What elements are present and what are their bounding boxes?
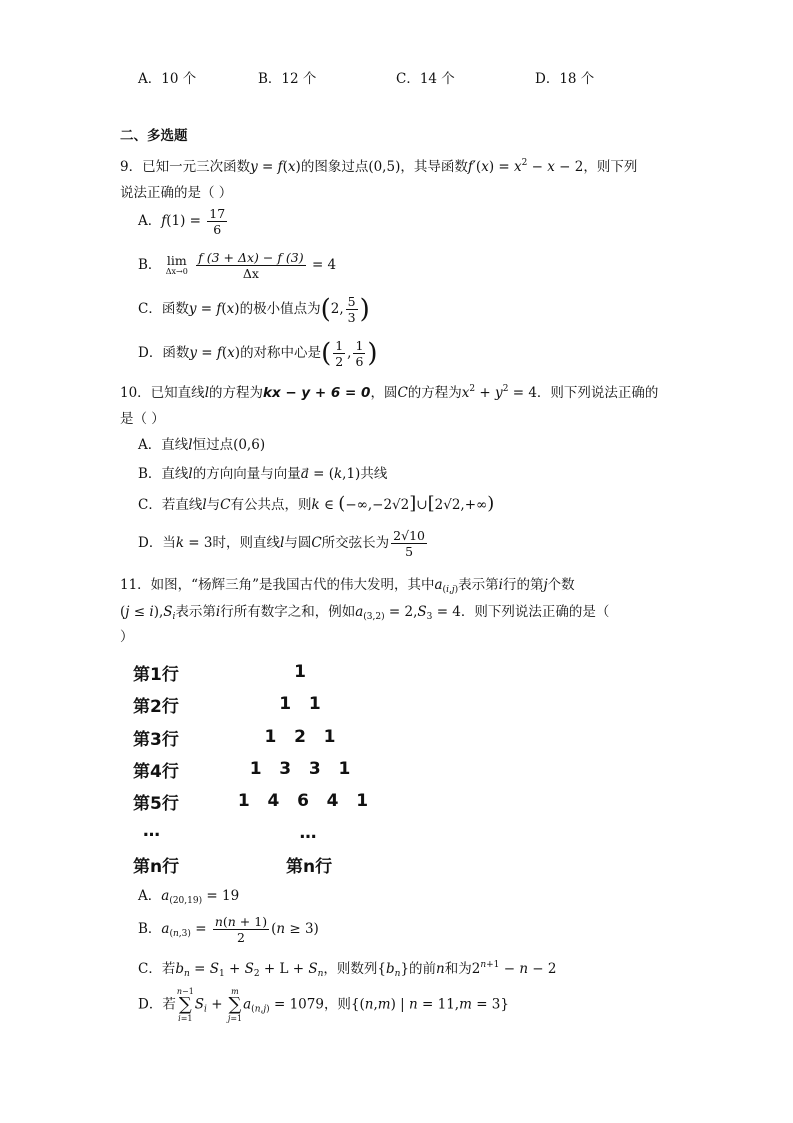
q9-stem: 9．已知一元三次函数y = f(x)的图象过点(0,5)，其导函数$f'(x) = x^2 - x - 2$，则下列 [120, 158, 638, 175]
row-values-ellipsis: … [299, 823, 317, 843]
q9-option-c[interactable]: C．函数y = f(x)的极小值点为(2, $\frac{5}{3}$ ) [138, 294, 370, 325]
row-label: 第3行 [133, 730, 179, 750]
q10-option-a[interactable]: A．直线l恒过点(0,6) [138, 437, 266, 453]
row-label: 第n行 [133, 857, 180, 877]
row-values: 1 4 6 4 1 [237, 791, 369, 811]
q10-option-c[interactable]: C．若直线l与C有公共点，则k ∈ (−∞,−2√2]∪[2√2,+∞) [138, 493, 495, 514]
row-values: 1 [294, 662, 306, 682]
q11-stem-line3: ） [120, 629, 134, 645]
q10-stem-line2: 是（ ） [120, 411, 165, 427]
fraction: $\frac{17}{6}$ [209, 206, 226, 237]
row-values: 第n行 [286, 857, 333, 877]
q11-option-b[interactable]: B．$a_{(n,3)}$ = $\frac{n(n + 1)}{2}$ (n ≥ 3) [138, 914, 319, 945]
q9-option-b[interactable]: B． lim Δx→0 $\frac{f (3 + \Delta x) - f (3)}{\Delta x}$ = 4 [138, 250, 337, 281]
q9-stem-line2: 说法正确的是（ ） [120, 185, 233, 201]
row-values: 1 2 1 [264, 727, 336, 747]
row-label: 第4行 [133, 762, 179, 782]
q11-option-c[interactable]: C．若$b_n = S_1 + S_2 + L + S_n$，则数列$\{b_n\}$的前n和为$2^{n+1} - n - 2$ [138, 960, 557, 979]
q11-option-a[interactable]: A．$a_{(20,19)} = 19$ [138, 888, 240, 906]
q10-stem: 10．已知直线l的方程为kx − y + 6 = 0，圆C的方程为$x^2 + y^2 = 4$．则下列说法正确的 [120, 384, 659, 401]
q10-option-d[interactable]: D．当k = 3时，则直线l与圆C所交弦长为 $\frac{2√10}{5}$ [138, 528, 425, 559]
q8-option-c: C．14 个 [396, 71, 455, 87]
q8-option-d: D．18 个 [535, 71, 595, 87]
q10-option-b[interactable]: B．直线l的方向向量与向量a⃗ = (k,1)共线 [138, 466, 388, 482]
row-values: 1 1 [279, 694, 321, 714]
q11-stem: 11．如图，“杨辉三角”是我国古代的伟大发明，其中$a_{(i,j)}$表示第i行的第j个数 [120, 577, 575, 595]
q9-option-d[interactable]: D．函数y = f(x)的对称中心是( $\frac{1}{2}$ , $\frac{1}{6}$ ) [138, 338, 378, 369]
row-label: 第5行 [133, 794, 179, 814]
row-values: 1 3 3 1 [249, 759, 351, 779]
row-label-ellipsis: … [143, 821, 160, 841]
q11-stem-line2: $(j \le i),S_i$表示第i行所有数字之和，例如$a_{(3,2)} = 2,S_3 = 4$．则下列说法正确的是（ [120, 604, 610, 622]
row-label: 第2行 [133, 697, 179, 717]
q8-option-b: B．12 个 [258, 71, 317, 87]
q11-option-d[interactable]: D．若 n−1 ∑ i=1 $S_i$ + m ∑ j=1 $a_{(n,j)} = 1079$，则{(n,m) | n = 11,m = 3} [138, 987, 509, 1023]
q9-option-a[interactable]: A．f(1) = $\frac{17}{6}$ [138, 206, 226, 237]
section-title: 二、多选题 [120, 128, 188, 144]
q8-option-a: A．10 个 [138, 71, 197, 87]
row-label: 第1行 [133, 665, 179, 685]
